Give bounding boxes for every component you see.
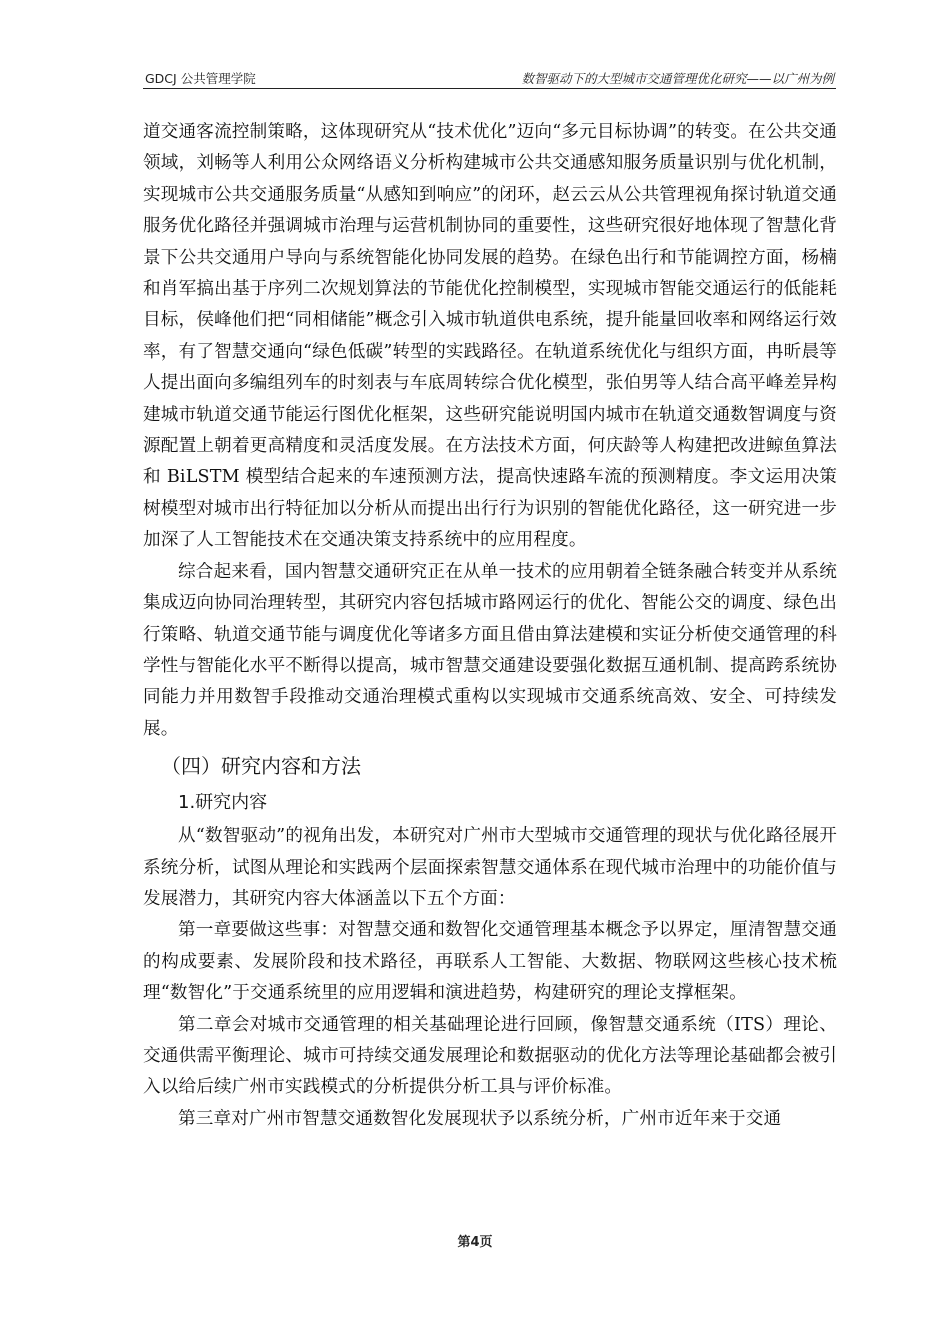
paragraph-summary: 综合起来看，国内智慧交通研究正在从单一技术的应用朝着全链条融合转变并从系统集成迈向协同治理转型，其研究内容包括城市路网运行的优化、智能公交的调度、绿色出行策略、轨道交通节能与调度优化等诸多方面且借由算法建模和实证分析使交通管理的科学性与智能化水平不断得以提高，城市智慧交通建设要强化数据互通机制、提高跨系统协同能力并用数智手段推动交通治理模式重构以实现城市交通系统高效、安全、可持续发展。 [143, 561, 837, 739]
paragraph-chapter-one: 第一章要做这些事：对智慧交通和数智化交通管理基本概念予以界定，厘清智慧交通的构成要素、发展阶段和技术路径，再联系人工智能、大数据、物联网这些核心技术梳理“数智化”于交通系统里的应用逻辑和演进趋势，构建研究的理论支撑框架。 [143, 920, 837, 1004]
header-institution: GDCJ 公共管理学院 [145, 71, 256, 86]
page-number: 第4页 [457, 1235, 493, 1250]
paragraph-domestic-research-continued: 道交通客流控制策略，这体现研究从“技术优化”迈向“多元目标协调”的转变。在公共交通领域，刘畅等人利用公众网络语义分析构建城市公共交通感知服务质量识别与优化机制，实现城市公共交通服务质量“从感知到响应”的闭环，赵云云从公共管理视角探讨轨道交通服务优化路径并强调城市治理与运营机制协同的重要性，这些研究很好地体现了智慧化背景下公共交通用户导向与系统智能化协同发展的趋势。在绿色出行和节能调控方面，杨楠和肖军搞出基于序列二次规划算法的节能优化控制模型，实现城市智能交通运行的低能耗目标，侯峰他们把“同相储能”概念引入城市轨道供电系统，提升能量回收率和网络运行效率，有了智慧交通向“绿色低碳”转型的实践路径。在轨道系统优化与组织方面，冉昕晨等人提出面向多编组列车的时刻表与车底周转综合优化模型，张伯男等人结合高平峰差异构建城市轨道交通节能运行图优化框架，这些研究能说明国内城市在轨道交通数智调度与资源配置上朝着更高精度和灵活度发展。在方法技术方面，何庆龄等人构建把改进鲸鱼算法和 BiLSTM 模型结合起来的车速预测方法，提高快速路车流的预测精度。李文运用决策树模型对城市出行特征加以分析从而提出出行行为识别的智能优化路径，这一研究进一步加深了人工智能技术在交通决策支持系统中的应用程度。 [143, 122, 837, 551]
header-thesis-title: 数智驱动下的大型城市交通管理优化研究——以广州为例 [521, 71, 834, 86]
page-header [143, 68, 836, 89]
section-heading: （四）研究内容和方法 [161, 754, 361, 779]
subsection-heading: 1.研究内容 [178, 792, 268, 814]
paragraph-research-intro: 从“数智驱动”的视角出发，本研究对广州市大型城市交通管理的现状与优化路径展开系统分析，试图从理论和实践两个层面探索智慧交通体系在现代城市治理中的功能价值与发展潜力，其研究内容大体涵盖以下五个方面： [143, 826, 837, 909]
paragraph-chapter-two: 第二章会对城市交通管理的相关基础理论进行回顾，像智慧交通系统（ITS）理论、交通供需平衡理论、城市可持续交通发展理论和数据驱动的优化方法等理论基础都会被引入以给后续广州市实践模式的分析提供分析工具与评价标准。 [143, 1014, 837, 1098]
paragraph-chapter-three: 第三章对广州市智慧交通数智化发展现状予以系统分析，广州市近年来于交通 [178, 1108, 782, 1129]
page-body [143, 117, 837, 1135]
